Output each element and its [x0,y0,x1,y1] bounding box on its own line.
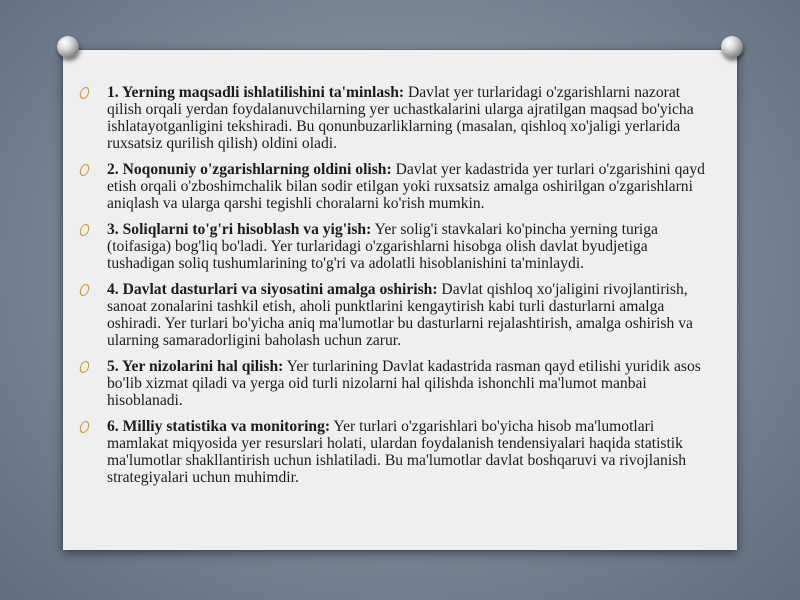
circle-bullet-icon [79,224,91,236]
item-heading: 3. Soliqlarni to'g'ri hisoblash va yig'ish: [107,221,372,238]
circle-bullet-icon [79,421,91,433]
list-item [63,281,737,349]
circle-bullet-icon [79,164,91,176]
list-item [63,84,737,152]
bullet-list [63,84,737,495]
pushpin-icon [57,36,79,58]
list-item [63,358,737,409]
pushpin-icon [721,36,743,58]
item-heading: 2. Noqonuniy o'zgarishlarning oldini olish: [107,161,392,178]
item-heading: 5. Yer nizolarini hal qilish: [107,358,284,375]
item-text: Yer turlari o'zgarishlari bo'yicha hisob ma'lumotlari mamlakat miqyosida yer resurslari holati, ulardan foydalanish tendensiyalari haqida statistik ma'lumotlar shakllantirish uchun ishlatiladi. Bu ma'lumotlar davlat boshqaruvi va rivojlanish strategiyalari uchun muhimdir. [107,418,687,486]
item-heading: 1. Yerning maqsadli ishlatilishini ta'minlash: [107,84,405,101]
slide-paper [63,50,737,550]
circle-bullet-icon [79,87,91,99]
item-text: Yer solig'i stavkalari ko'pincha yerning turiga (toifasiga) bog'liq bo'ladi. Yer turlaridagi o'zgarishlarni hisobga olish davlat byudjetiga tushadigan soliq tushumlarining to'g'ri va adolatli hisoblanishini ta'minlaydi. [107,221,658,272]
circle-bullet-icon [79,284,91,296]
item-heading: 6. Milliy statistika va monitoring: [107,418,331,435]
item-text: Davlat yer kadastrida yer turlari o'zgarishini qayd etish orqali o'zboshimchalik bilan sodir etilgan yoki ruxsatsiz amalga oshirilgan o'zgarishlarni aniqlash va ularga qarshi tegishli choralarni ko'rish mumkin. [107,161,705,212]
item-text: Davlat qishloq xo'jaligini rivojlantirish, sanoat zonalarini tashkil etish, aholi punktlarini kengaytirish kabi turli dasturlarni amalga oshiradi. Yer turlari bo'yicha aniq ma'lumotlar bu dasturlarni rejalashtirish, amalga oshirish va ularning samaradorligini baholash uchun zarur. [107,281,693,349]
circle-bullet-icon [79,361,91,373]
list-item [63,418,737,486]
item-text: Yer turlarining Davlat kadastrida rasman qayd etilishi yuridik asos bo'lib xizmat qiladi va yerga oid turli nizolarni hal qilishda ishonchli ma'lumot manbai hisoblanadi. [107,358,701,409]
item-heading: 4. Davlat dasturlari va siyosatini amalga oshirish: [107,281,438,298]
list-item [63,221,737,272]
list-item [63,161,737,212]
item-text: Davlat yer turlaridagi o'zgarishlarni nazorat qilish orqali yerdan foydalanuvchilarning yer uchastkalarini ularga ajratilgan maqsad bo'yicha ishlatayotganligini tekshiradi. Bu qonunbuzarliklarning (masalan, qishloq xo'jaligi yerlarida ruxsatsiz qurilish qilish) oldini oladi. [107,84,694,152]
